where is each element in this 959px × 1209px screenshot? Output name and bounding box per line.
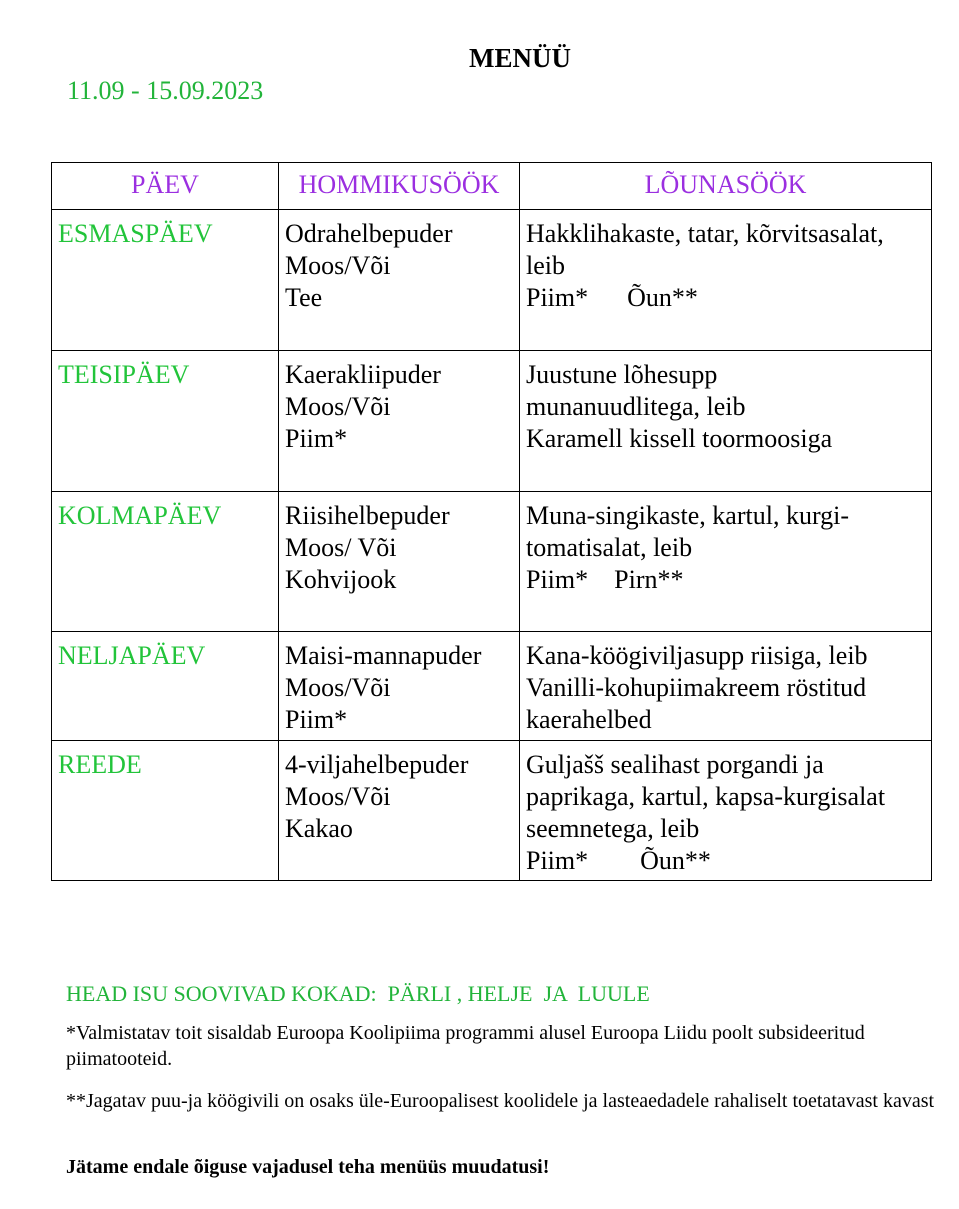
lunch-item: Hakklihakaste, tatar, kõrvitsasalat, bbox=[526, 219, 884, 248]
chefs-greeting: HEAD ISU SOOVIVAD KOKAD: PÄRLI , HELJE JA LUULE bbox=[66, 981, 650, 1006]
lunch-item: leib bbox=[526, 251, 565, 280]
day-cell: REEDE bbox=[52, 741, 279, 881]
breakfast-item: Moos/Või bbox=[285, 392, 391, 421]
lunch-cell bbox=[520, 210, 932, 351]
lunch-item: paprikaga, kartul, kapsa-kurgisalat bbox=[526, 782, 886, 811]
table-row bbox=[52, 492, 932, 632]
table-header-row bbox=[52, 163, 932, 210]
table-row bbox=[52, 210, 932, 351]
breakfast-cell bbox=[279, 741, 520, 881]
page-title: MENÜÜ bbox=[469, 43, 571, 73]
table-row bbox=[52, 741, 932, 881]
lunch-cell bbox=[520, 492, 932, 632]
breakfast-item: Piim* bbox=[285, 705, 348, 734]
breakfast-item: Moos/Või bbox=[285, 251, 391, 280]
lunch-item: tomatisalat, leib bbox=[526, 533, 693, 562]
breakfast-cell bbox=[279, 632, 520, 741]
breakfast-item: Kohvijook bbox=[285, 565, 397, 594]
lunch-item: Piim* Õun** bbox=[526, 283, 698, 312]
column-header-lunch: LÕUNASÖÖK bbox=[520, 163, 932, 210]
menu-change-notice: Jätame endale õiguse vajadusel teha menüüs muudatusi! bbox=[66, 1156, 550, 1178]
menu-table bbox=[51, 162, 932, 881]
lunch-cell bbox=[520, 351, 932, 492]
breakfast-item: 4-viljahelbepuder bbox=[285, 750, 469, 779]
breakfast-item: Moos/ Või bbox=[285, 533, 397, 562]
breakfast-item: Odrahelbepuder bbox=[285, 219, 453, 248]
day-cell: NELJAPÄEV bbox=[52, 632, 279, 741]
lunch-item: Guljašš sealihast porgandi ja bbox=[526, 750, 824, 779]
breakfast-item: Kaerakliipuder bbox=[285, 360, 441, 389]
breakfast-cell bbox=[279, 351, 520, 492]
breakfast-item: Kakao bbox=[285, 814, 353, 843]
breakfast-item: Piim* bbox=[285, 424, 348, 453]
lunch-item: seemnetega, leib bbox=[526, 814, 700, 843]
breakfast-item: Tee bbox=[285, 283, 323, 312]
date-range: 11.09 - 15.09.2023 bbox=[67, 76, 264, 105]
lunch-item: Piim* Pirn** bbox=[526, 565, 684, 594]
table-row bbox=[52, 351, 932, 492]
column-header-day: PÄEV bbox=[52, 163, 279, 210]
day-cell: ESMASPÄEV bbox=[52, 210, 279, 351]
footnote-fruit: **Jagatav puu-ja köögivili on osaks üle-Euroopalisest koolidele ja lasteaedadele rahaliselt toetatavast kavast bbox=[66, 1090, 935, 1112]
lunch-item: Vanilli-kohupiimakreem röstitud bbox=[526, 673, 867, 702]
lunch-item: Juustune lõhesupp bbox=[526, 360, 718, 389]
lunch-cell bbox=[520, 741, 932, 881]
lunch-item: Karamell kissell toormoosiga bbox=[526, 424, 833, 453]
lunch-item: kaerahelbed bbox=[526, 705, 652, 734]
footnote-milk: *Valmistatav toit sisaldab Euroopa Koolipiima programmi alusel Euroopa Liidu poolt subsideeritud piimatooteid. bbox=[66, 1022, 865, 1070]
column-header-breakfast: HOMMIKUSÖÖK bbox=[279, 163, 520, 210]
lunch-item: munanuudlitega, leib bbox=[526, 392, 746, 421]
lunch-item: Kana-köögiviljasupp riisiga, leib bbox=[526, 641, 868, 670]
breakfast-item: Moos/Või bbox=[285, 782, 391, 811]
day-cell: TEISIPÄEV bbox=[52, 351, 279, 492]
breakfast-cell bbox=[279, 492, 520, 632]
breakfast-item: Riisihelbepuder bbox=[285, 501, 450, 530]
lunch-item: Piim* Õun** bbox=[526, 846, 711, 875]
table-row bbox=[52, 632, 932, 741]
breakfast-item: Maisi-mannapuder bbox=[285, 641, 482, 670]
lunch-cell bbox=[520, 632, 932, 741]
lunch-item: Muna-singikaste, kartul, kurgi- bbox=[526, 501, 850, 530]
breakfast-item: Moos/Või bbox=[285, 673, 391, 702]
breakfast-cell bbox=[279, 210, 520, 351]
day-cell: KOLMAPÄEV bbox=[52, 492, 279, 632]
